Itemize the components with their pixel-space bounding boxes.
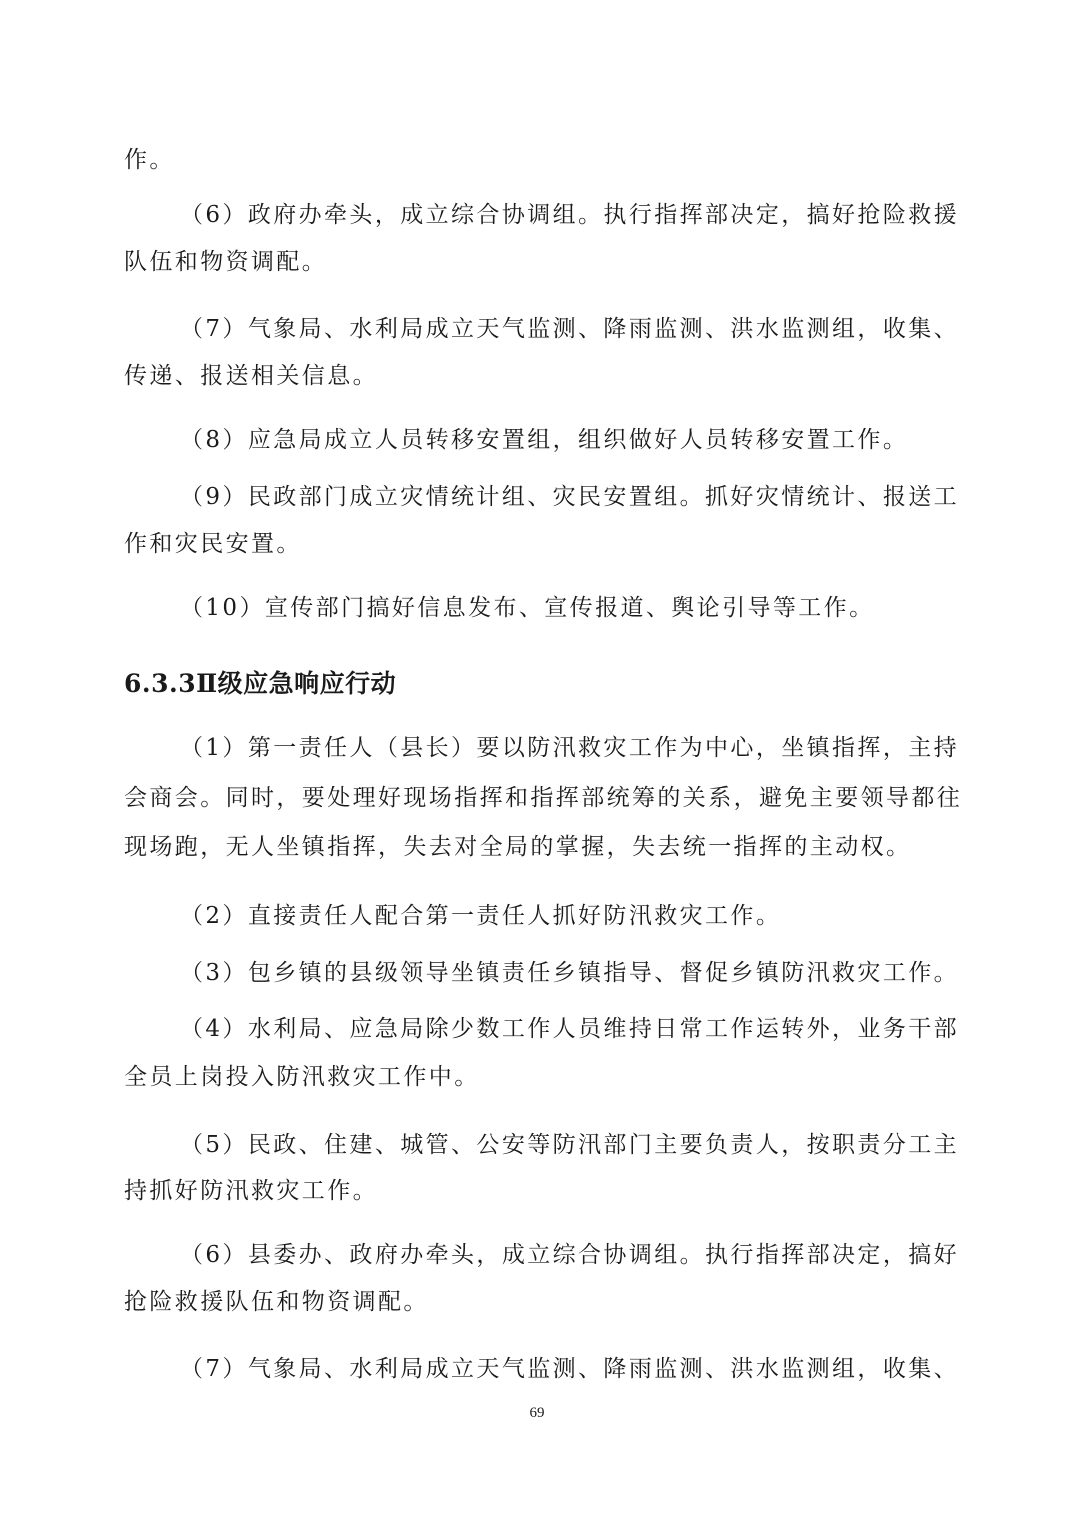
text-line: 传递、报送相关信息。 (124, 363, 378, 389)
text-line: 作。 (124, 147, 175, 173)
text-line: （2）直接责任人配合第一责任人抓好防汛救灾工作。 (180, 903, 782, 929)
text-line: 作和灾民安置。 (124, 531, 302, 557)
text-line: 全员上岗投入防汛救灾工作中。 (124, 1064, 480, 1090)
text-line: 队伍和物资调配。 (124, 249, 328, 275)
text-line: 抢险救援队伍和物资调配。 (124, 1289, 429, 1315)
text-line: （10）宣传部门搞好信息发布、宣传报道、舆论引导等工作。 (180, 595, 875, 621)
text-line: （1）第一责任人（县长）要以防汛救灾工作为中心，坐镇指挥，主持 (180, 735, 960, 761)
text-line: 持抓好防汛救灾工作。 (124, 1178, 378, 1204)
text-line: 现场跑，无人坐镇指挥，失去对全局的掌握，失去统一指挥的主动权。 (124, 834, 912, 860)
text-line: 会商会。同时，要处理好现场指挥和指挥部统筹的关系，避免主要领导都往 (124, 785, 963, 811)
page-number: 69 (529, 1405, 545, 1421)
text-line: （6）政府办牵头，成立综合协调组。执行指挥部决定，搞好抢险救援 (180, 202, 960, 228)
text-line: （3）包乡镇的县级领导坐镇责任乡镇指导、督促乡镇防汛救灾工作。 (180, 960, 960, 986)
text-line: （6）县委办、政府办牵头，成立综合协调组。执行指挥部决定，搞好 (180, 1242, 960, 1268)
text-line: （7）气象局、水利局成立天气监测、降雨监测、洪水监测组，收集、 (180, 316, 960, 342)
text-line: （8）应急局成立人员转移安置组，组织做好人员转移安置工作。 (180, 427, 909, 453)
section-heading: 6.3.3Ⅱ级应急响应行动 (124, 669, 397, 698)
text-line: （9）民政部门成立灾情统计组、灾民安置组。抓好灾情统计、报送工 (180, 484, 960, 510)
text-line: （5）民政、住建、城管、公安等防汛部门主要负责人，按职责分工主 (180, 1132, 960, 1158)
text-line: （4）水利局、应急局除少数工作人员维持日常工作运转外，业务干部 (180, 1016, 960, 1042)
text-line: （7）气象局、水利局成立天气监测、降雨监测、洪水监测组，收集、 (180, 1356, 960, 1382)
